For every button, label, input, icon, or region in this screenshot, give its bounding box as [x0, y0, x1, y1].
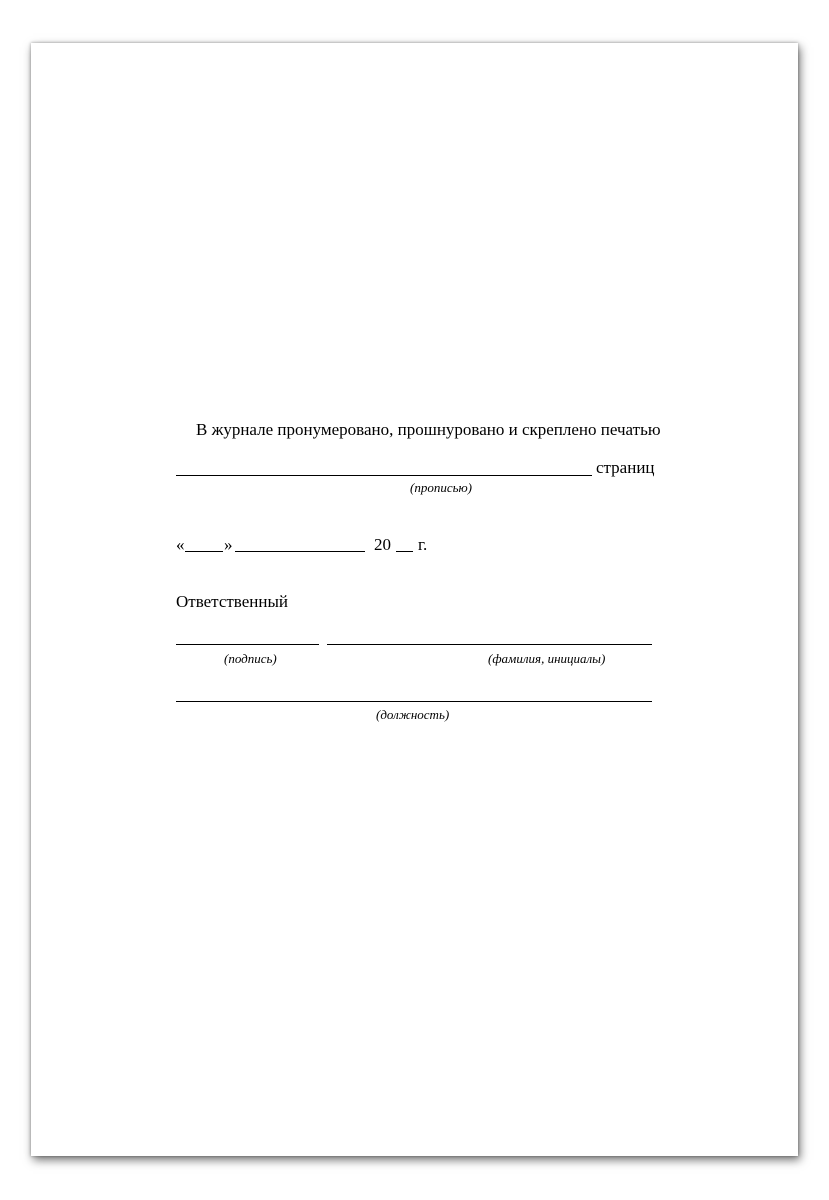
position-field[interactable]: [176, 701, 652, 702]
signature-caption: (подпись): [224, 651, 277, 666]
document-page: [31, 43, 798, 1156]
pages-suffix: страниц: [596, 458, 655, 477]
date-day-field[interactable]: [185, 551, 223, 552]
position-caption: (должность): [376, 707, 450, 722]
pages-caption: (прописью): [410, 480, 473, 495]
responsible-label: Ответственный: [176, 592, 288, 611]
date-year-field[interactable]: [396, 551, 413, 552]
pages-count-field[interactable]: [176, 475, 592, 476]
name-field[interactable]: [327, 644, 652, 645]
date-year-suffix: г.: [418, 535, 428, 554]
date-close-quote: »: [224, 535, 233, 554]
signature-field[interactable]: [176, 644, 319, 645]
certification-statement: В журнале пронумеровано, прошнуровано и скреплено печатью: [196, 420, 661, 439]
date-year-prefix: 20: [374, 535, 391, 554]
date-open-quote: «: [176, 535, 185, 554]
name-caption: (фамилия, инициалы): [488, 651, 606, 666]
date-month-field[interactable]: [235, 551, 365, 552]
